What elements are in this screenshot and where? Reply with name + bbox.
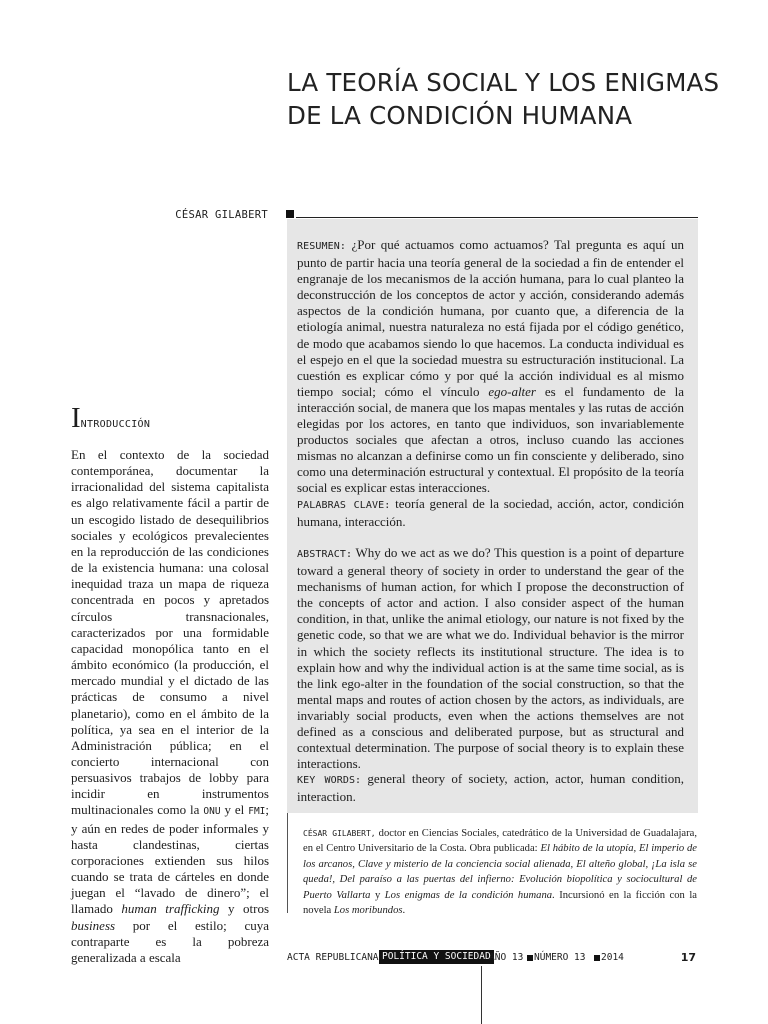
english-abstract-label: ABSTRACT: bbox=[297, 549, 353, 560]
footer-journal: ACTA REPUBLICANA bbox=[287, 952, 379, 963]
resumen-paragraph bbox=[297, 237, 684, 497]
intro-italic-2: business bbox=[71, 917, 116, 933]
bio-works-1: El hábito de la utopía, El imperio de los arcanos, Clave y misterio de la conciencia social alienada, El alteño global, ¡La isla se queda!, Del paraíso a las puertas del infierno: Evolución biopolítica y sociocultural de Puerto Vallarta bbox=[303, 843, 698, 901]
resumen-italic-term: ego-alter bbox=[488, 383, 536, 399]
bio-text-2: y bbox=[374, 889, 381, 901]
intro-onu: ONU bbox=[203, 806, 221, 818]
resumen-label: RESUMEN: bbox=[297, 241, 346, 252]
footer-separator-square bbox=[594, 955, 600, 961]
palabras-clave-text: teoría general de la sociedad, acción, actor, condición humana, interacción. bbox=[297, 496, 685, 530]
title-line-1: LA TEORÍA SOCIAL Y LOS ENIGMAS bbox=[287, 68, 720, 97]
intro-text-1: En el contexto de la sociedad contemporánea, documentar la irracionalidad del sistema capitalista es algo relativamente fácil a partir de un escogido listado de desequilibrios sociales y ecológicos prevalecientes en la reproducción de las condiciones de la existencia humana: una colosal inequidad traza un mapa de riqueza concentrada en pocos y apretados círculos transnacionales, caracterizados por una formidable capacidad monopólica tanto en el ámbito económico (la producción, el mercado mundial y el dictado de las prácticas de consumo a nivel planetario), como en el ámbito de la política, ya sea en el interior de la Administración pública; en el concierto internacional con persuasivos trabajos de lobby para incidir en instrumentos multinacionales como la bbox=[71, 447, 269, 818]
introduction-paragraph bbox=[71, 447, 269, 966]
bio-text-4: . bbox=[402, 905, 406, 917]
footer-issue: NÚMERO 13 bbox=[534, 952, 586, 963]
footer-section-label: POLÍTICA Y SOCIEDAD bbox=[379, 950, 494, 964]
resumen-text: ¿Por qué actuamos como actuamos? Tal pregunta es aquí un punto de partir hacia una teoría general de la sociedad a fin de entender el engranaje de los mecanismos de la acción humana, para lo cual planteo la deconstrucción de los conceptos de actor y acción, considerando además aspectos de la condición humana, por cuanto que, a diferencia de la etiología animal, nuestra naturaleza no está fijada por el código genético, de modo que acabamos siendo lo que hacemos. La conducta individual es el espejo en el que la sociedad muestra su estructuración institucional. La cuestión es explicar cómo y por qué la acción individual es al mismo tiempo social; cómo el vínculo bbox=[297, 237, 685, 399]
intro-fmi: FMI bbox=[248, 806, 266, 818]
key-words-label: KEY WORDS: bbox=[297, 775, 362, 786]
bio-text-1: doctor en Ciencias Sociales, catedrático de la Universidad de Guadalajara, en el Centro Universitario de la Costa. Obra publicada: bbox=[303, 828, 698, 855]
header-rule bbox=[296, 217, 698, 218]
resumen-text-end: es el fundamento de la interacción social, de manera que los mapas mentales y las rutas de acción elegidas por los actores, en tanto que individuos, son invariablemente productos sociales que afectan a otros, incluso cuando las acciones mismas no alcanzan a definirse como un fin consciente y deliberado, sino como una determinación estructural y contextual. El propósito de la teoría social es explicar estas interacciones. bbox=[297, 383, 684, 496]
article-title bbox=[287, 66, 727, 132]
key-words-text: general theory of society, action, actor, human condition, interaction. bbox=[297, 771, 684, 805]
palabras-clave-label: PALABRAS CLAVE: bbox=[297, 500, 391, 511]
bio-text-3: . Incursionó en la ficción con la novela bbox=[303, 889, 697, 917]
page-number: 17 bbox=[680, 951, 696, 964]
intro-text-2: y el bbox=[224, 802, 245, 818]
bio-works-3: Los moribundos bbox=[333, 905, 403, 917]
intro-text-4: y otros bbox=[227, 901, 269, 917]
page-footer bbox=[287, 950, 698, 966]
author-name: CÉSAR GILABERT bbox=[175, 209, 268, 221]
heading-rest: NTRODUCCIÓN bbox=[80, 419, 151, 430]
english-abstract-text: Why do we act as we do? This question is a point of departure toward a general theory of society in order to understand the gear of the mechanisms of human action, for which I propose the deconstruction of the concepts of actor and action. I also consider aspect of the human condition, in that, unlike the animal etiology, our nature is not fixed by the genetic code, so that we are what we do. Individual behavior is the mirror in which the society reflects its institutional structure. The idea is to explain how and why the individual action is at the same time social, as is the link ego-alter in the foundation of the social construction, so that the mental maps and routes of action chosen by the actors, as individuals, are invariably social products, even when the actions themselves are not defined as a conscious and deliberated purpose, but as structural and contextual determination. The purpose of social theory is to explain these interactions. bbox=[297, 545, 685, 772]
intro-italic-1: human trafficking bbox=[121, 901, 220, 917]
title-line-2: DE LA CONDICIÓN HUMANA bbox=[287, 101, 633, 130]
abstract-box bbox=[287, 219, 698, 813]
author-square-marker bbox=[286, 210, 294, 218]
author-bio bbox=[303, 826, 697, 918]
footer-date: 2014 bbox=[601, 952, 624, 963]
palabras-clave-paragraph bbox=[297, 496, 684, 530]
introduction-body bbox=[71, 447, 269, 966]
footer-year: AÑO 13 bbox=[489, 952, 524, 963]
intro-text-5: por el estilo; cuya contraparte es la pobreza generalizada a escala bbox=[71, 917, 270, 965]
footer-separator-square bbox=[527, 955, 533, 961]
bio-works-2: Los enigmas de la condición humana bbox=[384, 889, 553, 901]
english-abstract-paragraph bbox=[297, 545, 684, 772]
key-words-paragraph bbox=[297, 771, 684, 805]
intro-text-3: ; y aún en redes de poder informales y hasta clandestinas, ciertas corporaciones extienden sus hilos cuando se trata de cárteles en donde juegan el “lavado de dinero”; el llamado bbox=[71, 802, 270, 917]
footer-divider-line bbox=[481, 966, 482, 1024]
heading-initial: I bbox=[71, 402, 81, 434]
bio-author-name: CÉSAR GILABERT, bbox=[303, 829, 376, 838]
bio-left-rule bbox=[287, 813, 288, 913]
introduction-heading bbox=[71, 402, 150, 435]
